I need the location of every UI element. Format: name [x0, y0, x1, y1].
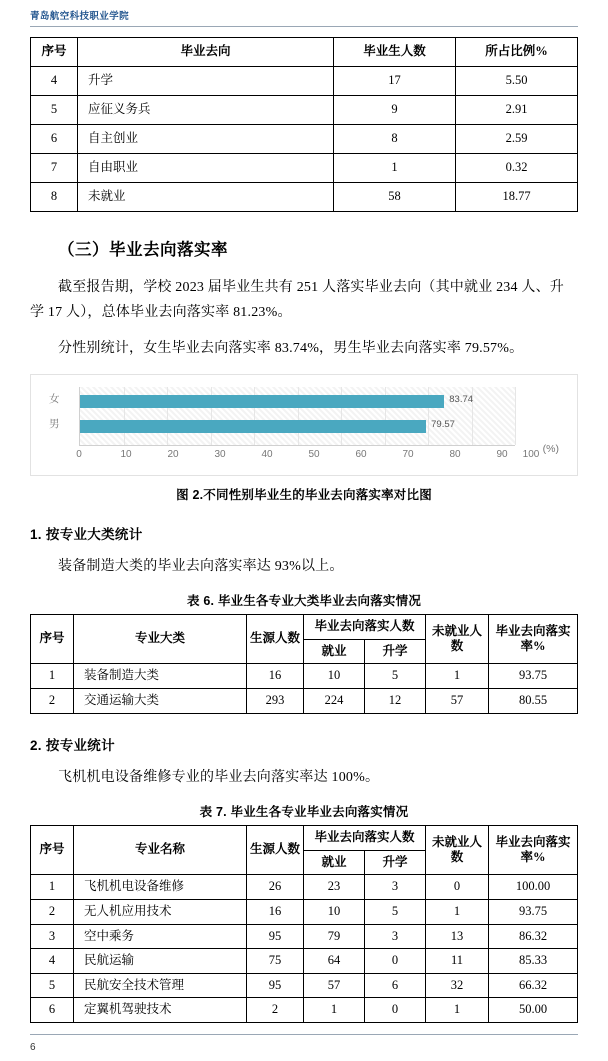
table7-caption: 表 7. 毕业生各专业毕业去向落实情况: [199, 805, 409, 819]
table-row: [31, 688, 578, 713]
col-major-name: 专业名称: [74, 826, 247, 875]
cell-seq: 4: [31, 949, 74, 974]
cell-major: 民航安全技术管理: [74, 973, 247, 998]
cell-rate: 80.55: [489, 688, 578, 713]
cell-source: 95: [247, 973, 304, 998]
cell-source: 2: [247, 998, 304, 1023]
col-major-category: 专业大类: [74, 615, 247, 664]
footer-divider: [30, 1034, 578, 1035]
major-detail-table: [30, 825, 578, 1023]
cell-seq: 6: [31, 125, 78, 154]
graduate-destination-table: [30, 37, 578, 212]
cell-seq: 1: [31, 875, 74, 900]
cell-employ: 79: [304, 924, 365, 949]
cell-major: 装备制造大类: [74, 664, 247, 689]
table-row: [31, 67, 578, 96]
cell-source: 95: [247, 924, 304, 949]
cell-rate: 93.75: [489, 899, 578, 924]
cell-source: 293: [247, 688, 304, 713]
figure-caption: 图 2.不同性别毕业生的毕业去向落实率对比图: [176, 487, 432, 502]
table-row: [31, 998, 578, 1023]
cell-major: 无人机应用技术: [74, 899, 247, 924]
cell-ratio: 0.32: [456, 154, 578, 183]
chart-tick-30: 30: [214, 448, 226, 460]
cell-further: 0: [365, 949, 426, 974]
chart-tick-100: 100: [522, 448, 540, 460]
col-destination-group: 毕业去向落实人数: [304, 826, 426, 851]
header-org-name: 青岛航空科技职业学院: [30, 11, 130, 22]
cell-major: 飞机机电设备维修: [74, 875, 247, 900]
table-row: [31, 664, 578, 689]
section-paragraph-2: 分性别统计，女生毕业去向落实率 83.74%，男生毕业去向落实率 79.57%。: [58, 341, 524, 356]
cell-rate: 100.00: [489, 875, 578, 900]
table-row: [31, 949, 578, 974]
cell-further: 5: [365, 899, 426, 924]
header-divider: [30, 26, 578, 27]
subsection-heading-2: 2. 按专业统计: [30, 737, 115, 753]
col-seq: 序号: [31, 826, 74, 875]
cell-major: 定翼机驾驶技术: [74, 998, 247, 1023]
subsection-paragraph-2: 飞机机电设备维修专业的毕业去向落实率达 100%。: [58, 769, 380, 785]
table-row: [31, 924, 578, 949]
section-heading: （三）毕业去向落实率: [58, 241, 228, 259]
cell-employ: 10: [304, 664, 365, 689]
cell-unemployed: 0: [426, 875, 489, 900]
table-row: [31, 154, 578, 183]
cell-count: 8: [334, 125, 456, 154]
table-row: [31, 96, 578, 125]
chart-bar-label-male: 79.57: [431, 418, 455, 430]
chart-tick-40: 40: [261, 448, 273, 460]
subsection-heading-1: 1. 按专业大类统计: [30, 526, 143, 542]
cell-destination: 升学: [78, 67, 334, 96]
chart-tick-10: 10: [120, 448, 132, 460]
chart-tick-0: 0: [76, 448, 82, 460]
cell-count: 17: [334, 67, 456, 96]
chart-plot-area: [79, 387, 515, 445]
col-seq: 序号: [31, 38, 78, 67]
cell-rate: 66.32: [489, 973, 578, 998]
table6-caption: 表 6. 毕业生各专业大类毕业去向落实情况: [186, 594, 422, 608]
col-destination-group: 毕业去向落实人数: [304, 615, 426, 640]
chart-tick-90: 90: [496, 448, 508, 460]
cell-seq: 2: [31, 899, 74, 924]
cell-seq: 4: [31, 67, 78, 96]
chart-x-axis: [79, 445, 515, 446]
cell-seq: 2: [31, 688, 74, 713]
cell-further: 5: [365, 664, 426, 689]
cell-seq: 5: [31, 973, 74, 998]
cell-seq: 8: [31, 183, 78, 212]
cell-ratio: 18.77: [456, 183, 578, 212]
cell-count: 58: [334, 183, 456, 212]
col-further-study: 升学: [365, 639, 426, 664]
cell-major: 空中乘务: [74, 924, 247, 949]
cell-unemployed: 1: [426, 664, 489, 689]
cell-source: 16: [247, 899, 304, 924]
cell-employ: 10: [304, 899, 365, 924]
gender-completion-chart: [30, 374, 578, 476]
cell-employ: 23: [304, 875, 365, 900]
chart-tick-80: 80: [449, 448, 461, 460]
table-header-row: [31, 826, 578, 851]
cell-employ: 224: [304, 688, 365, 713]
cell-destination: 未就业: [78, 183, 334, 212]
cell-rate: 86.32: [489, 924, 578, 949]
cell-count: 9: [334, 96, 456, 125]
cell-employ: 57: [304, 973, 365, 998]
col-unemployed: 未就业人数: [426, 615, 489, 664]
cell-rate: 50.00: [489, 998, 578, 1023]
cell-source: 16: [247, 664, 304, 689]
cell-seq: 1: [31, 664, 74, 689]
table-row: [31, 125, 578, 154]
col-rate: 毕业去向落实率%: [489, 615, 578, 664]
cell-ratio: 5.50: [456, 67, 578, 96]
cell-destination: 应征义务兵: [78, 96, 334, 125]
chart-bar-label-female: 83.74: [449, 393, 474, 405]
chart-tick-70: 70: [402, 448, 414, 460]
chart-bar-female: [80, 395, 515, 408]
chart-x-unit: (%): [542, 442, 559, 455]
cell-further: 0: [365, 998, 426, 1023]
cell-further: 3: [365, 875, 426, 900]
cell-further: 3: [365, 924, 426, 949]
subsection-paragraph-1: 装备制造大类的毕业去向落实率达 93%以上。: [58, 558, 344, 574]
cell-destination: 自主创业: [78, 125, 334, 154]
cell-unemployed: 1: [426, 899, 489, 924]
col-rate: 毕业去向落实率%: [489, 826, 578, 875]
chart-bar-male: [80, 420, 515, 433]
col-ratio: 所占比例%: [456, 38, 578, 67]
table-row: [31, 875, 578, 900]
cell-seq: 5: [31, 96, 78, 125]
cell-ratio: 2.91: [456, 96, 578, 125]
cell-unemployed: 13: [426, 924, 489, 949]
cell-major: 民航运输: [74, 949, 247, 974]
cell-further: 6: [365, 973, 426, 998]
cell-destination: 自由职业: [78, 154, 334, 183]
cell-ratio: 2.59: [456, 125, 578, 154]
cell-rate: 85.33: [489, 949, 578, 974]
col-count: 毕业生人数: [334, 38, 456, 67]
chart-tick-20: 20: [167, 448, 179, 460]
chart-inner: [37, 383, 567, 477]
cell-rate: 93.75: [489, 664, 578, 689]
cell-further: 12: [365, 688, 426, 713]
col-source-count: 生源人数: [247, 826, 304, 875]
page-header: [30, 0, 578, 26]
table-row: [31, 183, 578, 212]
col-employment: 就业: [304, 639, 365, 664]
table-row: [31, 899, 578, 924]
cell-seq: 6: [31, 998, 74, 1023]
cell-source: 75: [247, 949, 304, 974]
cell-employ: 64: [304, 949, 365, 974]
cell-unemployed: 11: [426, 949, 489, 974]
page-number: 6: [30, 1042, 36, 1053]
cell-employ: 1: [304, 998, 365, 1023]
table-header-row: [31, 38, 578, 67]
col-seq: 序号: [31, 615, 74, 664]
cell-count: 1: [334, 154, 456, 183]
section-paragraph-1: 截至报告期，学校 2023 届毕业生共有 251 人落实毕业去向（其中就业 234 人、升学 17 人），总体毕业去向落实率 81.23%。: [30, 280, 564, 320]
cell-unemployed: 57: [426, 688, 489, 713]
col-unemployed: 未就业人数: [426, 826, 489, 875]
cell-source: 26: [247, 875, 304, 900]
col-source-count: 生源人数: [247, 615, 304, 664]
col-destination: 毕业去向: [78, 38, 334, 67]
chart-category-female: 女: [49, 392, 60, 405]
cell-seq: 3: [31, 924, 74, 949]
cell-seq: 7: [31, 154, 78, 183]
table-header-row: [31, 615, 578, 640]
cell-unemployed: 1: [426, 998, 489, 1023]
chart-category-male: 男: [49, 417, 60, 430]
chart-tick-60: 60: [355, 448, 367, 460]
cell-major: 交通运输大类: [74, 688, 247, 713]
chart-tick-50: 50: [308, 448, 320, 460]
table-row: [31, 973, 578, 998]
col-employment: 就业: [304, 850, 365, 875]
major-category-table: [30, 614, 578, 714]
col-further-study: 升学: [365, 850, 426, 875]
cell-unemployed: 32: [426, 973, 489, 998]
